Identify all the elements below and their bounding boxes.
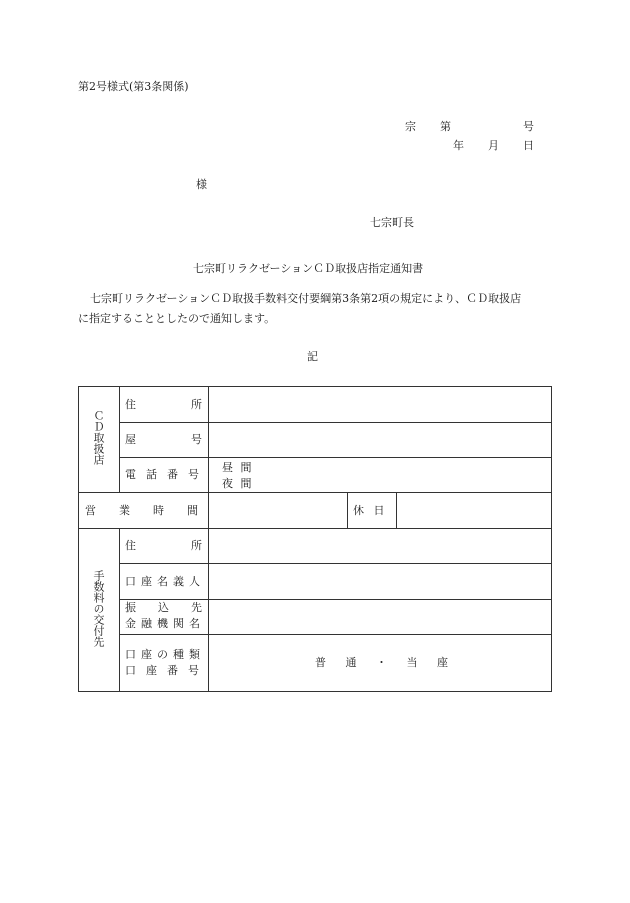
shop-name-label-2: 号 [191, 433, 202, 446]
phone-night-label: 夜 間 [222, 477, 254, 490]
account-number-label: 口座番号 [125, 664, 209, 677]
address-label-1: 住 [125, 398, 136, 411]
date-month: 月 [488, 139, 499, 152]
row-divider [119, 422, 552, 423]
phone-label: 電話番号 [125, 468, 209, 481]
col-divider [396, 492, 397, 528]
store-header: ＣＤ取扱店 [92, 410, 105, 465]
doc-number-mid: 第 [440, 120, 451, 133]
col-divider [208, 387, 209, 692]
address-label-2: 所 [191, 398, 202, 411]
bank-label-1: 振込先 [125, 601, 224, 614]
row-divider [119, 563, 552, 564]
doc-number-prefix: 宗 [405, 120, 416, 133]
row-divider [119, 457, 552, 458]
body-line-2: に指定することとしたので通知します。 [78, 312, 276, 325]
row-divider [119, 599, 552, 600]
sender: 七宗町長 [370, 216, 414, 229]
row-divider [119, 634, 552, 635]
payee-address-label-2: 所 [191, 539, 202, 552]
col-divider [347, 492, 348, 528]
holiday-label: 休 日 [353, 504, 388, 517]
payee-address-label-1: 住 [125, 539, 136, 552]
doc-number-suffix: 号 [523, 120, 534, 133]
row-divider [79, 492, 552, 493]
phone-day-label: 昼 間 [222, 461, 254, 474]
row-divider [79, 528, 552, 529]
body-line-1: 七宗町リラクゼーションＣＤ取扱手数料交付要綱第3条第2項の規定により、ＣＤ取扱店 [90, 292, 522, 305]
date-year: 年 [453, 139, 464, 152]
account-type-label: 口座の種類 [125, 648, 205, 661]
col-divider [119, 387, 120, 492]
shop-name-label-1: 屋 [125, 433, 136, 446]
fee-recipient-header: 手数料の交付先 [92, 570, 105, 647]
col-divider [119, 528, 120, 692]
date-day: 日 [523, 139, 534, 152]
addressee-suffix: 様 [196, 178, 207, 191]
document-title: 七宗町リラクゼーションＣＤ取扱店指定通知書 [193, 262, 424, 275]
designation-table [78, 386, 552, 692]
form-number: 第2号様式(第3条関係) [78, 80, 189, 93]
account-holder-label: 口座名義人 [125, 575, 205, 588]
ki-label: 記 [307, 350, 318, 363]
bank-label-2: 金融機関名 [125, 617, 205, 630]
hours-label: 営業時間 [85, 504, 221, 517]
account-type-options: 普 通 ・ 当 座 [315, 656, 456, 669]
